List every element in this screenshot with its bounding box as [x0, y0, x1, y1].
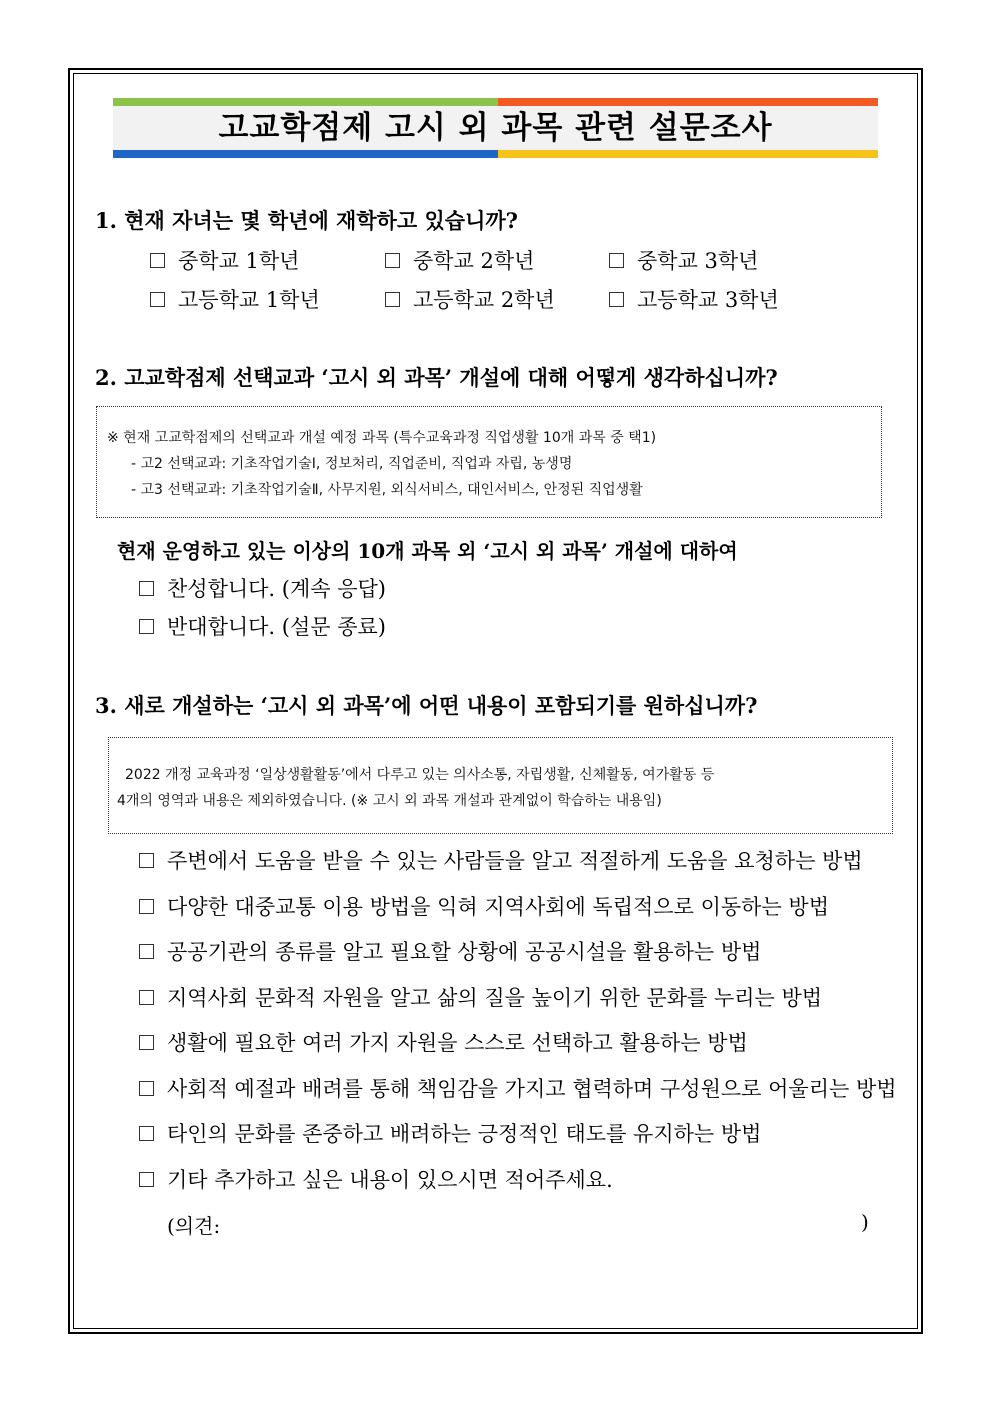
checkbox[interactable]	[139, 899, 154, 914]
question-3: 3. 새로 개설하는 ‘고시 외 과목’에 어떤 내용이 포함되기를 원하십니까?	[95, 693, 758, 718]
checkbox[interactable]	[139, 1035, 154, 1050]
checkbox[interactable]	[139, 619, 154, 634]
checkbox[interactable]	[385, 253, 400, 268]
q3-option-3[interactable]: 공공기관의 종류를 알고 필요할 상황에 공공시설을 활용하는 방법	[139, 936, 761, 966]
checkbox[interactable]	[609, 253, 624, 268]
checkbox[interactable]	[139, 581, 154, 596]
opinion-label: (의견:	[167, 1214, 221, 1238]
q1-option-5[interactable]: 고등학교 2학년	[385, 284, 555, 314]
banner-bar-blue	[113, 150, 498, 158]
q3-option-5[interactable]: 생활에 필요한 여러 가지 자원을 스스로 선택하고 활용하는 방법	[139, 1027, 748, 1057]
checkbox[interactable]	[385, 292, 400, 307]
opinion-close: )	[861, 1210, 869, 1234]
page-title: 고교학점제 고시 외 과목 관련 설문조사	[218, 110, 773, 146]
q3-option-other[interactable]: 기타 추가하고 싶은 내용이 있으시면 적어주세요.	[139, 1164, 613, 1194]
checkbox[interactable]	[139, 853, 154, 868]
checkbox[interactable]	[609, 292, 624, 307]
q3-option-4[interactable]: 지역사회 문화적 자원을 알고 삶의 질을 높이기 위한 문화를 누리는 방법	[139, 982, 822, 1012]
q3-option-7[interactable]: 타인의 문화를 존중하고 배려하는 긍정적인 태도를 유지하는 방법	[139, 1118, 761, 1148]
q1-option-3[interactable]: 중학교 3학년	[609, 245, 758, 275]
q2-sub-question: 현재 운영하고 있는 이상의 10개 과목 외 ‘고시 외 과목’ 개설에 대하여	[117, 539, 738, 563]
q2-option-disagree[interactable]: 반대합니다. (설문 종료)	[139, 611, 386, 641]
question-1: 1. 현재 자녀는 몇 학년에 재학하고 있습니까?	[95, 208, 518, 233]
q3-option-6[interactable]: 사회적 예절과 배려를 통해 책임감을 가지고 협력하며 구성원으로 어울리는 방법	[139, 1073, 897, 1103]
q3-option-2[interactable]: 다양한 대중교통 이용 방법을 익혀 지역사회에 독립적으로 이동하는 방법	[139, 891, 829, 921]
checkbox[interactable]	[139, 1126, 154, 1141]
question-2: 2. 고교학점제 선택교과 ‘고시 외 과목’ 개설에 대해 어떻게 생각하십니까?	[95, 365, 778, 390]
q2-option-agree[interactable]: 찬성합니다. (계속 응답)	[139, 573, 386, 603]
checkbox[interactable]	[139, 990, 154, 1005]
q1-option-4[interactable]: 고등학교 1학년	[150, 284, 320, 314]
banner-bar-orange	[498, 98, 878, 106]
q2-note-line: ※ 현재 고교학점제의 선택교과 개설 예정 과목 (특수교육과정 직업생활 10개 과목 중 택1)	[107, 430, 657, 446]
q3-note-line: 2022 개정 교육과정 ‘일상생활활동’에서 다루고 있는 의사소통, 자립생활, 신체활동, 여가활동 등	[125, 767, 715, 783]
q2-info-box	[96, 406, 882, 518]
q3-note-line: 4개의 영역과 내용은 제외하였습니다. (※ 고시 외 과목 개설과 관계없이 학습하는 내용임)	[117, 793, 662, 809]
banner-bar-green	[113, 98, 498, 106]
checkbox[interactable]	[139, 944, 154, 959]
q3-info-box	[108, 737, 893, 834]
q3-option-1[interactable]: 주변에서 도움을 받을 수 있는 사람들을 알고 적절하게 도움을 요청하는 방법	[139, 845, 863, 875]
checkbox[interactable]	[150, 253, 165, 268]
title-banner	[113, 98, 878, 158]
checkbox[interactable]	[150, 292, 165, 307]
q1-option-2[interactable]: 중학교 2학년	[385, 245, 534, 275]
q1-option-6[interactable]: 고등학교 3학년	[609, 284, 779, 314]
banner-bar-yellow	[498, 150, 878, 158]
q2-note-line: - 고2 선택교과: 기초작업기술Ⅰ, 정보처리, 직업준비, 직업과 자립, 농생명	[131, 456, 573, 472]
checkbox[interactable]	[139, 1081, 154, 1096]
checkbox[interactable]	[139, 1172, 154, 1187]
q2-note-line: - 고3 선택교과: 기초작업기술Ⅱ, 사무지원, 외식서비스, 대인서비스, 안정된 직업생활	[131, 482, 643, 498]
q1-option-1[interactable]: 중학교 1학년	[150, 245, 299, 275]
